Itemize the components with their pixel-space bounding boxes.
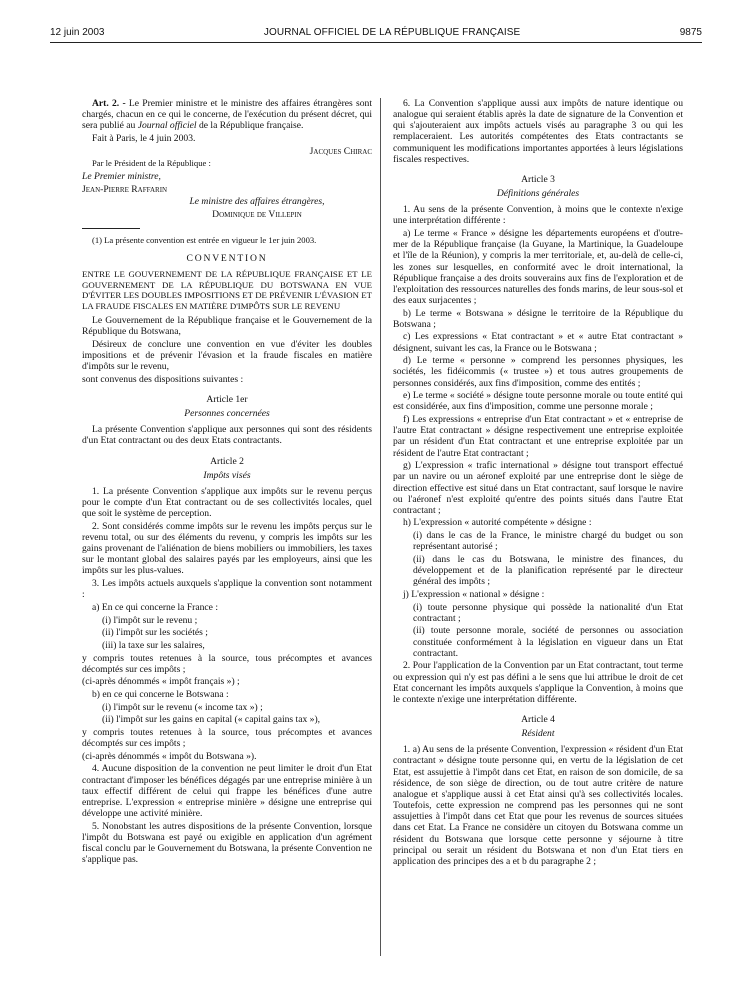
article-2-end: de la République française. [196, 120, 304, 132]
article-2-decree [82, 98, 372, 131]
article-3-para-2: 2. Pour l'application de la Convention par un Etat contractant, tout terme ou expression qui n'y est pas défini a le sens que lui attribue le droit de cet Etat concernant les impôts auxquels s'applique la Convention, à moins que le contexte n'exige une interprétation différente. [393, 660, 683, 705]
footnote: (1) La présente convention est entrée en vigueur le 1er juin 2003. [92, 235, 317, 246]
article-2-b-i: (i) l'impôt sur le revenu (« income tax ») ; [102, 701, 263, 713]
article-1-subtitle: Personnes concernées [184, 408, 270, 420]
article-2-para-5: 5. Nonobstant les autres dispositions de la présente Convention, lorsque l'impôt du Botswana est payé ou exigible en application d'un agrément fiscal conclu par le Gouvernement du Botswana, la présente Convention ne s'applique pas. [82, 820, 372, 866]
article-2-a-i: (i) l'impôt sur le revenu ; [102, 614, 198, 626]
fait-a-paris: Fait à Paris, le 4 juin 2003. [92, 132, 196, 144]
article-2-title: Article 2 [210, 455, 244, 467]
article-2-text: Le Premier ministre et le ministre des affaires étrangères sont chargés, chacun en ce qui le concerne, de l'exécution du présent décret, qui sera publié au [82, 98, 373, 132]
article-3-c: c) Les expressions « Etat contractant » et « autre Etat contractant » désignent, suivant les cas, la France ou le Botswana ; [393, 331, 683, 354]
article-2-para-6: 6. La Convention s'applique aussi aux impôts de nature identique ou analogue qui seraient établis après la date de signature de la Convention et qui s'ajouteraient aux impôts actuels visés au paragraphe 3 ou qui les remplaceraient. Les autorités compétentes des Etats contractants se communiquent les modifications importantes apportées à leurs législations fiscales respectives. [393, 98, 683, 165]
page-number: 9875 [679, 26, 702, 38]
article-3-b: b) Le terme « Botswana » désigne le territoire de la République du Botswana ; [393, 307, 683, 330]
article-2-para-2: 2. Sont considérés comme impôts sur le revenu les impôts perçus sur le revenu total, ou sur des éléments du revenu, y compris les impôts sur les gains provenant de l'aliénation de biens mobiliers ou immobiliers, les taxes sur le montant global des salaires payés par les employeurs, ainsi que les impôts sur les plus-values. [82, 520, 372, 577]
preamble-1: Le Gouvernement de la République française et le Gouvernement de la République du Botswana, [82, 315, 372, 338]
page-header [50, 24, 702, 40]
article-3-subtitle: Définitions générales [496, 188, 580, 200]
left-column [82, 98, 372, 867]
article-2-a-iii: (iii) la taxe sur les salaires, [102, 639, 205, 651]
article-3-a: a) Le terme « France » désigne les départements européens et d'outre-mer de la République française (la Guyane, la Martinique, la Guadeloupe et l'île de la Réunion), y compris la mer territoriale, et, au-delà de celle-ci, les zones sur lesquelles, en conformité avec le droit international, la République française a des droits souverains aux fins de l'exploration et de l'exploitation des ressources naturelles des fonds marins, de leur sous-sol et des eaux surjacentes ; [393, 228, 683, 306]
article-3-g: g) L'expression « trafic international » désigne tout transport effectué par un navire ou un aéronef exploité par une entreprise dont le siège de direction effective est situé dans un Etat contractant, sauf lorsque le navire ou l'aéronef n'est exploité qu'entre des points situés dans l'autre Etat contractant ; [393, 460, 683, 516]
article-2-para-3: 3. Les impôts actuels auxquels s'applique la convention sont notamment : [82, 578, 372, 601]
article-2-b-incl: y compris toutes retenues à la source, tous précomptes et avances décomptés sur ces impôts ; [82, 727, 372, 750]
right-column [393, 98, 683, 869]
article-3-j: j) L'expression « national » désigne : [403, 588, 545, 600]
article-3-h-i: (i) dans le cas de la France, le ministre chargé du budget ou son représentant autorisé ; [413, 530, 683, 553]
article-2-a: a) En ce qui concerne la France : [92, 601, 218, 613]
article-4-para-1: 1. a) Au sens de la présente Convention, l'expression « résident d'un Etat contractant » désigne toute personne qui, en vertu de la législation de cet Etat, est assujettie à l'impôt dans cet Etat, en raison de son domicile, de sa résidence, de son siège de direction, ou de tout autre critère de nature analogue et s'applique aussi à cet Etat ainsi qu'à ses collectivités locales. Toutefois, cette expression ne comprend pas les personnes qui ne sont assujetties à l'impôt dans cet Etat que pour les revenus de sources situées dans cet Etat. La France ne considère un citoyen du Botswana comme un résident du Botswana que lorsque cette personne y séjourne à titre principal ou serait un résident du Botswana et non d'un Etat tiers en application des principes des a et b du paragraphe 2 ; [393, 744, 683, 867]
footnote-rule [82, 228, 140, 229]
article-3-para-1: 1. Au sens de la présente Convention, à moins que le contexte n'exige une interprétation différente : [393, 204, 683, 227]
convention-title: CONVENTION [186, 253, 268, 265]
article-2-a-ci: (ci-après dénommés « impôt français ») ; [82, 676, 240, 688]
journal-officiel-ref: Journal officiel [137, 120, 197, 132]
article-4-title: Article 4 [521, 713, 555, 725]
article-3-h-ii: (ii) dans le cas du Botswana, le ministre des finances, du développement et de la planification représenté par le directeur général des impôts ; [413, 553, 683, 588]
article-2-label: Art. 2. - [92, 98, 126, 109]
signatory-president: Jacques Chirac [309, 145, 372, 157]
par-le-president: Par le Président de la République : [92, 158, 211, 169]
article-2-b-ci: (ci-après dénommés « impôt du Botswana »). [82, 750, 257, 762]
preamble-2: Désireux de conclure une convention en vue d'éviter les doubles impositions et de prévenir l'évasion et la fraude fiscales en matière d'impôts sur le revenu, [82, 338, 372, 373]
article-2-b-ii: (ii) l'impôt sur les gains en capital (« capital gains tax »), [102, 714, 321, 726]
premier-ministre-name: Jean-Pierre Raffarin [82, 183, 168, 195]
premier-ministre-label: Le Premier ministre, [82, 170, 161, 182]
ministre-label: Le ministre des affaires étrangères, [189, 196, 325, 208]
article-2-subtitle: Impôts visés [203, 469, 251, 481]
journal-title: JOURNAL OFFICIEL DE LA RÉPUBLIQUE FRANÇAISE [263, 26, 521, 38]
article-3-f: f) Les expressions « entreprise d'un Etat contractant » et « entreprise de l'autre Etat contractant » désigne respectivement une entreprise exploitée par un résident d'un Etat contractant et une entreprise exploitée par un résident de l'autre Etat contractant ; [393, 414, 683, 459]
article-3-j-i: (i) toute personne physique qui possède la nationalité d'un Etat contractant ; [413, 601, 683, 624]
article-3-title: Article 3 [521, 173, 555, 185]
article-2-a-incl: y compris toutes retenues à la source, tous précomptes et avances décomptés sur ces impôts ; [82, 652, 372, 675]
article-3-e: e) Le terme « société » désigne toute personne morale ou toute entité qui est considérée, aux fins d'imposition, comme une personne morale ; [393, 390, 683, 413]
article-2-a-ii: (ii) l'impôt sur les sociétés ; [102, 627, 208, 639]
header-rule [50, 42, 702, 43]
article-1-title: Article 1er [206, 393, 248, 405]
article-3-d: d) Le terme « personne » comprend les personnes physiques, les sociétés, les fidéicommis (« trustee ») et tous autres groupements de personnes considérés, aux fins d'imposition, comme des entités ; [393, 355, 683, 389]
article-3-h: h) L'expression « autorité compétente » désigne : [403, 517, 592, 529]
article-3-j-ii: (ii) toute personne morale, société de personnes ou association constituée conformément à la législation en vigueur dans un Etat contractant. [413, 625, 683, 659]
convention-parties: ENTRE LE GOUVERNEMENT DE LA RÉPUBLIQUE FRANÇAISE ET LE GOUVERNEMENT DE LA RÉPUBLIQUE DU BOTSWANA EN VUE D'ÉVITER LES DOUBLES IMPOSITIONS ET DE PRÉVENIR L'ÉVASION ET LA FRAUDE FISCALES EN MATIÈRE D'IMPÔTS SUR LE REVENU [82, 269, 372, 311]
preamble-3: sont convenus des dispositions suivantes : [82, 373, 244, 385]
article-2-b: b) en ce qui concerne le Botswana : [92, 689, 229, 701]
header-date: 12 juin 2003 [50, 26, 105, 38]
column-divider [380, 98, 381, 956]
article-4-subtitle: Résident [521, 728, 555, 740]
article-2-para-1: 1. La présente Convention s'applique aux impôts sur le revenu perçus pour le compte d'un Etat contractant ou de ses collectivités locales, quel que soit le système de perception. [82, 485, 372, 520]
article-2-para-4: 4. Aucune disposition de la convention ne peut limiter le droit d'un Etat contractant d'imposer les bénéfices dégagés par une entreprise minière à un taux effectif différent de celui qui frappe les bénéfices d'une autre entreprise. L'expression « entreprise minière » désigne une entreprise qui développe une activité minière. [82, 763, 372, 820]
article-1-text: La présente Convention s'applique aux personnes qui sont des résidents d'un Etat contractant ou des deux Etats contractants. [82, 424, 372, 447]
ministre-name: Dominique de Villepin [212, 208, 302, 220]
